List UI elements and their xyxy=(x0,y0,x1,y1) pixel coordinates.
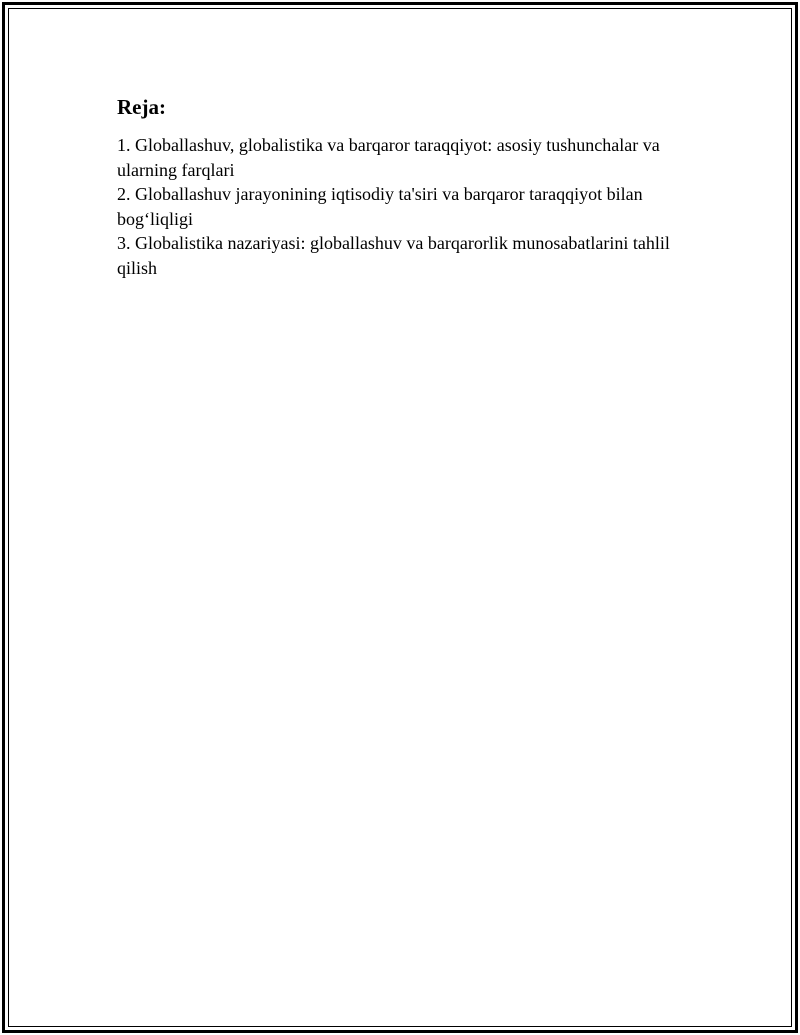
plan-heading: Reja: xyxy=(117,95,166,119)
plan-item-1: 1. Globallashuv, globalistika va barqaror taraqqiyot: asosiy tushunchalar va ularning farqlari xyxy=(117,135,660,180)
plan-item-3: 3. Globalistika nazariyasi: globallashuv va barqarorlik munosabatlarini tahlil qilish xyxy=(117,233,670,278)
plan-list xyxy=(117,133,692,280)
plan-item-2: 2. Globallashuv jarayonining iqtisodiy ta'siri va barqaror taraqqiyot bilan bog‘liqligi xyxy=(117,184,643,229)
document-body xyxy=(117,93,692,280)
